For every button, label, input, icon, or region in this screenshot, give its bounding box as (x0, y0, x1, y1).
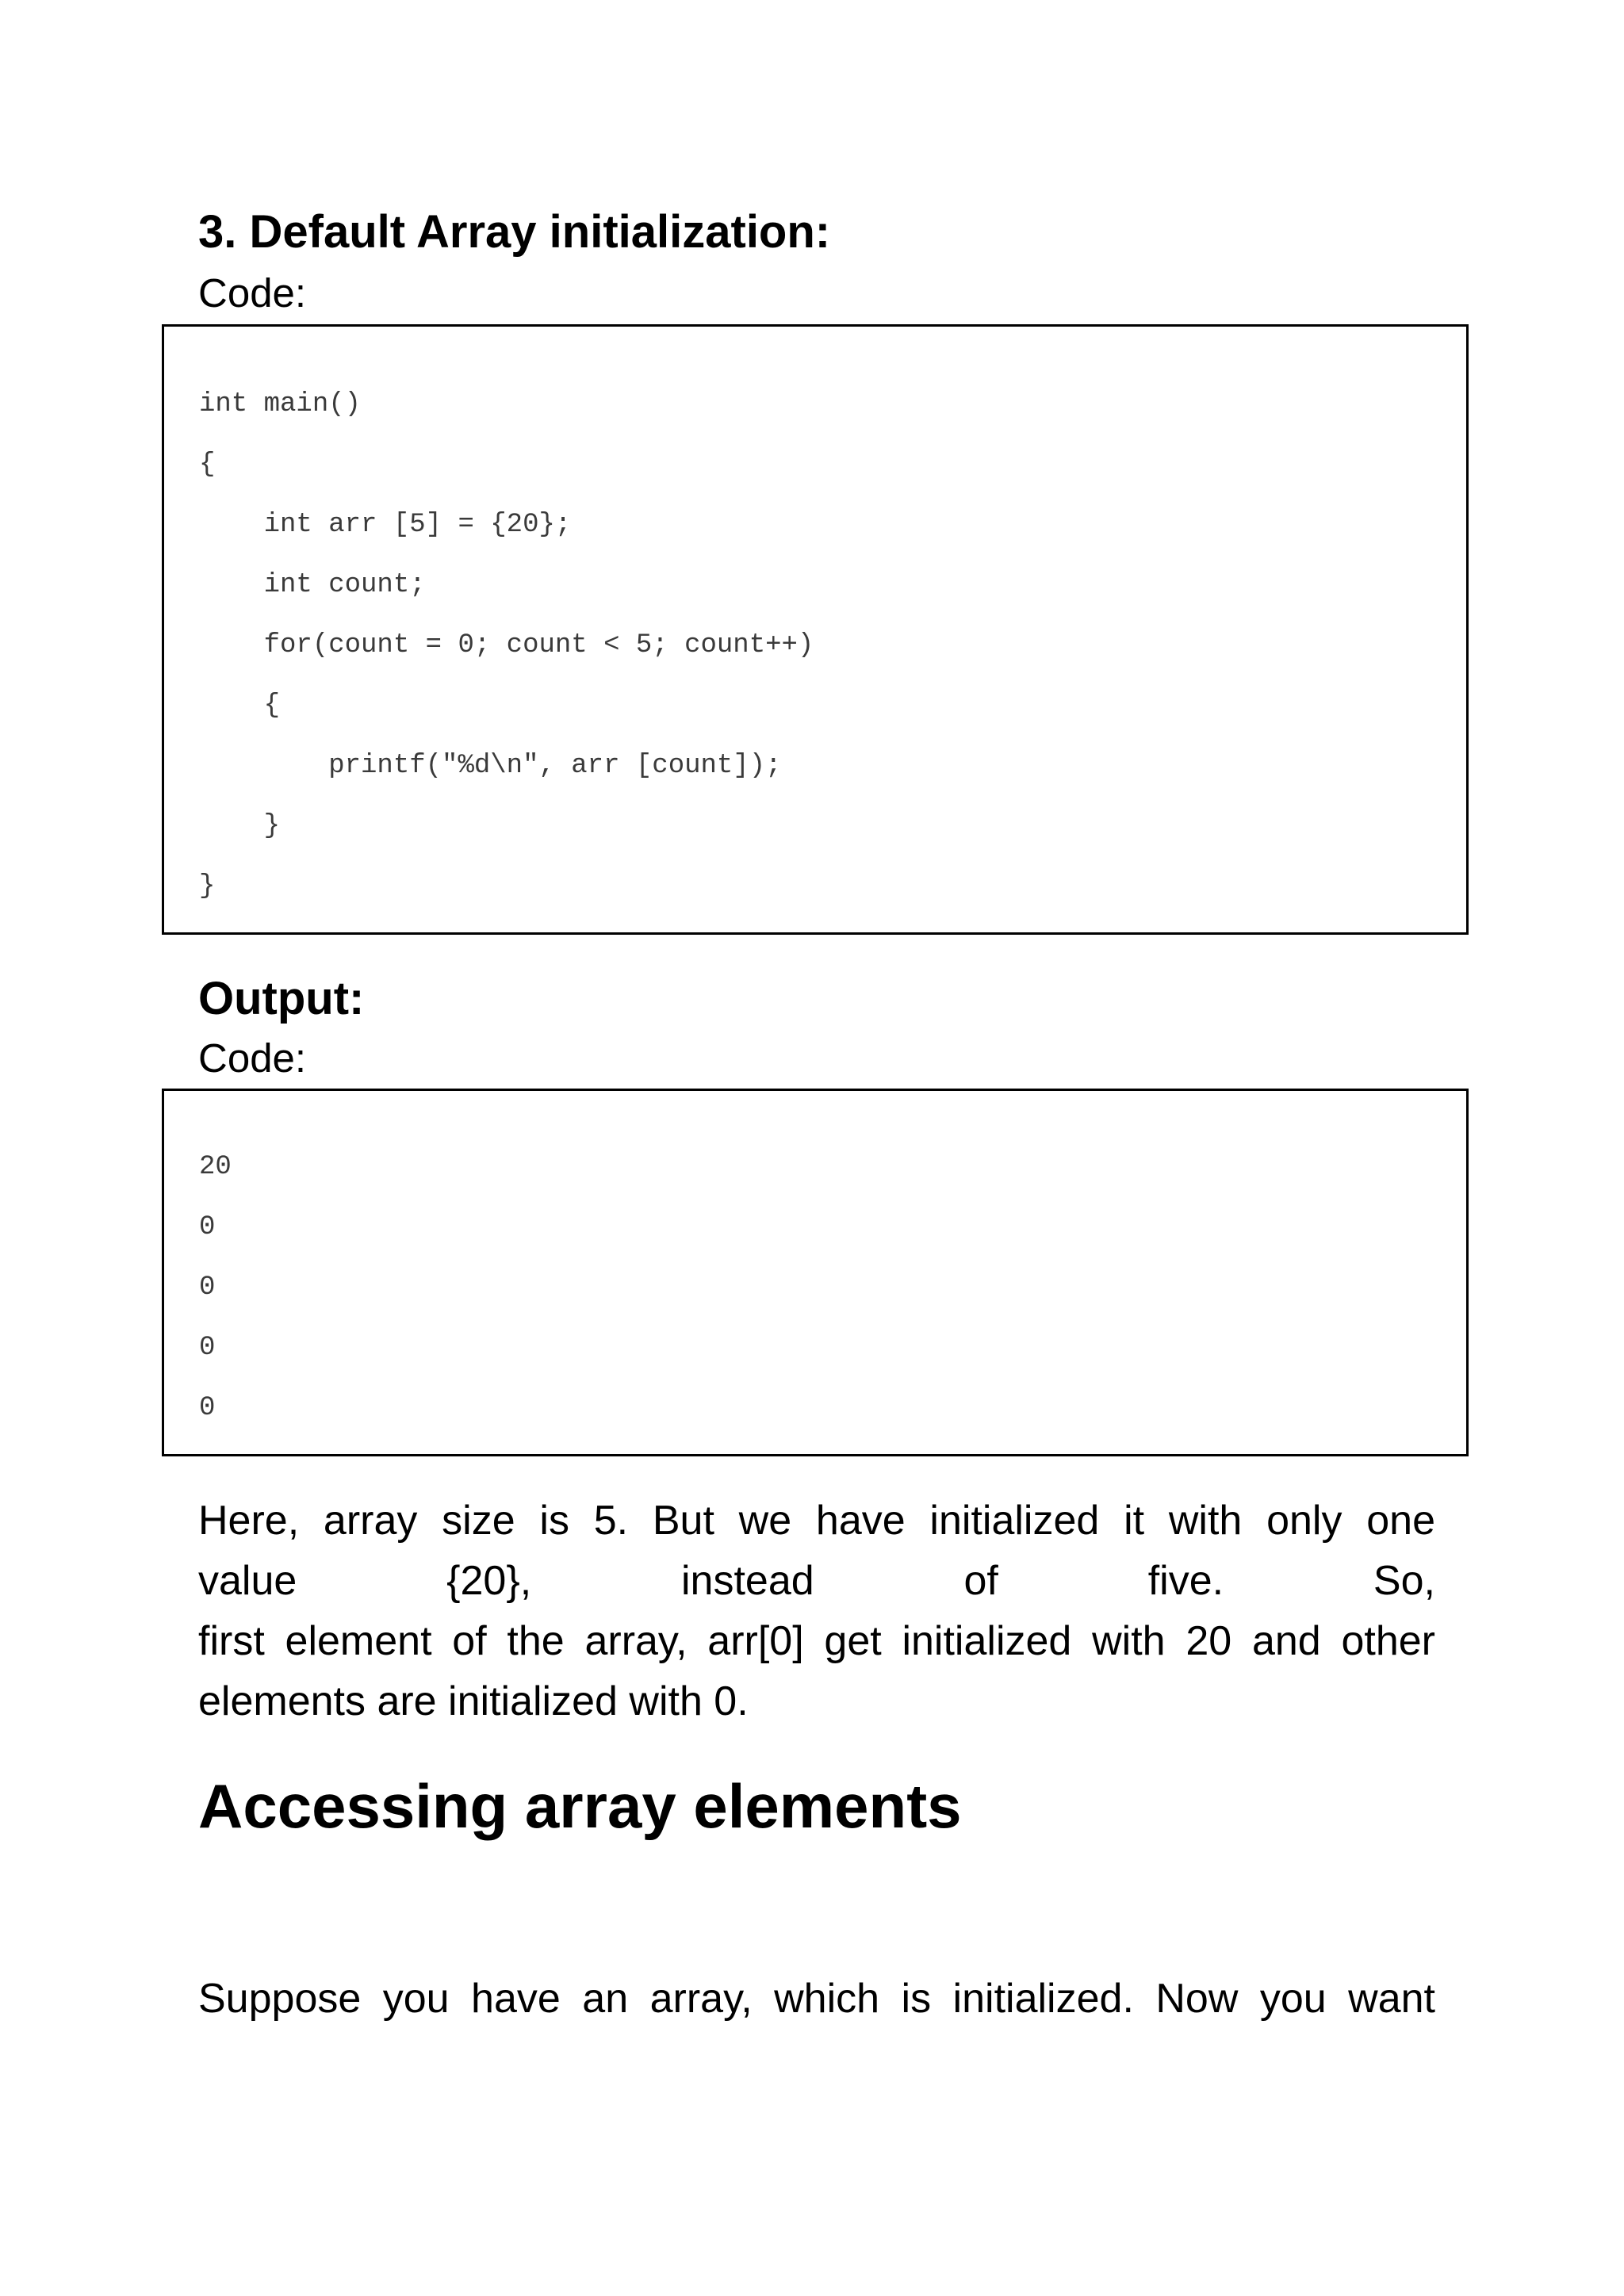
code-label: Code: (198, 270, 307, 316)
paragraph-word: instead (681, 1558, 814, 1604)
code-line: int count; (199, 570, 426, 600)
output-block (162, 1089, 1469, 1456)
paragraph-word: of (963, 1558, 998, 1604)
code-line: } (199, 811, 281, 841)
output-line: 20 (199, 1152, 232, 1182)
output-heading: Output: (198, 973, 365, 1024)
output-line: 0 (199, 1393, 216, 1423)
code-block (162, 324, 1469, 935)
section-heading: 3. Default Array initialization: (198, 206, 831, 258)
explanation-paragraph (198, 1490, 1435, 1732)
paragraph-line: Suppose you have an array, which is initialized. Now you want (198, 1976, 1435, 2022)
paragraph-word: five. (1147, 1558, 1224, 1604)
paragraph-word: value (198, 1558, 297, 1604)
accessing-heading: Accessing array elements (198, 1771, 962, 1841)
paragraph-word: {20}, (446, 1558, 532, 1604)
output-line: 0 (199, 1333, 216, 1363)
paragraph-line: Here, array size is 5. But we have initialized it with only one (198, 1498, 1435, 1544)
accessing-paragraph (198, 1969, 1435, 2029)
output-line: 0 (199, 1272, 216, 1303)
code-line: int arr [5] = {20}; (199, 510, 572, 540)
paragraph-line: first element of the array, arr[0] get initialized with 20 and other (198, 1618, 1435, 1664)
paragraph-word: So, (1373, 1558, 1435, 1604)
output-line: 0 (199, 1212, 216, 1242)
code-line: } (199, 871, 216, 901)
code-line: { (199, 450, 216, 480)
code-line: printf("%d\n", arr [count]); (199, 751, 782, 781)
code-label: Code: (198, 1035, 307, 1081)
code-line: { (199, 691, 281, 721)
code-line: for(count = 0; count < 5; count++) (199, 630, 814, 660)
paragraph-line (198, 1551, 1435, 1611)
paragraph-line: elements are initialized with 0. (198, 1678, 749, 1724)
code-line: int main() (199, 389, 362, 419)
